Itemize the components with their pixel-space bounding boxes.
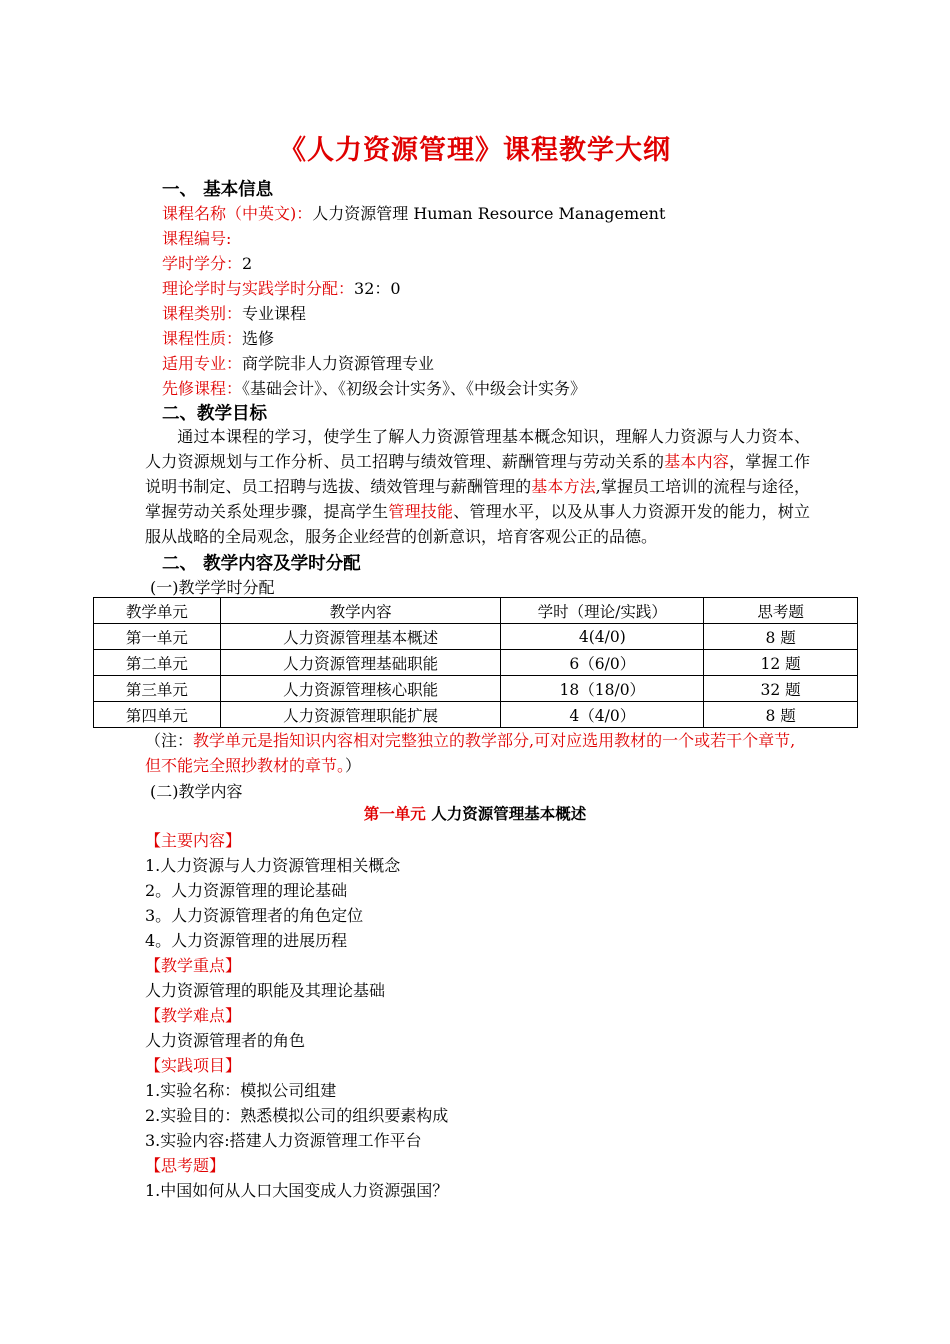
field-label: 课程名称（中英文)： (162, 204, 313, 223)
table-cell: 6（6/0） (501, 650, 704, 676)
table-cell: 8 题 (704, 702, 858, 728)
table-header-row (94, 598, 858, 624)
list-item: 1.实验名称：模拟公司组建 (145, 1081, 337, 1100)
field-value: 32：0 (354, 279, 401, 298)
field-label: 课程性质： (162, 329, 243, 348)
section-objectives-heading: 二、教学目标 (162, 404, 267, 424)
list-item: 4。人力资源管理的进展历程 (145, 931, 348, 950)
difficulty-text: 人力资源管理者的角色 (145, 1031, 306, 1050)
table-cell: 4（4/0） (501, 702, 704, 728)
field-value: 《基础会计》、《初级会计实务》、《中级会计实务》 (242, 379, 587, 398)
table-cell: 8 题 (704, 624, 858, 650)
table-cell: 4(4/0) (501, 624, 704, 650)
table-cell: 第一单元 (94, 624, 221, 650)
highlight-basic-content: 基本内容 (664, 452, 730, 471)
objectives-text-3: ,掌握员工培训的流程与途径，掌握劳动关系处理步骤，提高学生 (145, 477, 810, 521)
unit-name: 人力资源管理基本概述 (425, 805, 587, 823)
field-credits (162, 251, 252, 274)
table-cell: 第二单元 (94, 650, 221, 676)
field-label: 适用专业： (162, 354, 243, 373)
field-label: 先修课程： (162, 379, 243, 398)
table-row (94, 650, 858, 676)
table-cell: 第三单元 (94, 676, 221, 702)
objectives-text-2: ，掌握工作说明书制定、员工招聘与选拔、绩效管理与薪酬管理的 (145, 452, 810, 496)
table-cell: 18（18/0） (501, 676, 704, 702)
main-content-label: 【主要内容】 (145, 831, 242, 850)
list-item: 3。人力资源管理者的角色定位 (145, 906, 364, 925)
field-value: 专业课程 (242, 304, 307, 323)
table-cell: 人力资源管理基本概述 (220, 624, 501, 650)
list-item: 1.人力资源与人力资源管理相关概念 (145, 856, 401, 875)
field-value: 人力资源管理 Human Resource Management (312, 204, 666, 223)
field-prerequisites (162, 376, 586, 399)
field-course-code (162, 226, 231, 249)
unit-number: 第一单元 (363, 805, 426, 823)
table-cell: 第四单元 (94, 702, 221, 728)
table-cell: 人力资源管理基础职能 (220, 650, 501, 676)
list-item: 3.实验内容:搭建人力资源管理工作平台 (145, 1131, 422, 1150)
objectives-paragraph (145, 424, 810, 549)
table-cell: 人力资源管理职能扩展 (220, 702, 501, 728)
field-course-category (162, 301, 306, 324)
table-header-cell: 教学内容 (220, 598, 501, 624)
field-applicable-major (162, 351, 434, 374)
field-hours-allocation (162, 276, 401, 299)
document-title: 《人力资源管理》课程教学大纲 (279, 135, 671, 166)
unit-1-title (0, 802, 950, 824)
hours-allocation-table (93, 597, 858, 728)
field-course-name (162, 201, 665, 224)
note-prefix: （注： (145, 731, 194, 750)
table-header-cell: 思考题 (704, 598, 858, 624)
table-cell: 32 题 (704, 676, 858, 702)
table-row (94, 624, 858, 650)
highlight-basic-methods: 基本方法 (531, 477, 596, 496)
table-cell: 12 题 (704, 650, 858, 676)
table-row (94, 676, 858, 702)
questions-label: 【思考题】 (145, 1156, 226, 1175)
note-text: 教学单元是指知识内容相对完整独立的教学部分,可对应选用教材的一个或若干个章节,但不能完全照抄教材的章节。 (145, 731, 796, 775)
difficulty-label: 【教学难点】 (145, 1006, 242, 1025)
practice-label: 【实践项目】 (145, 1056, 242, 1075)
field-course-nature (162, 326, 274, 349)
list-item: 2。人力资源管理的理论基础 (145, 881, 348, 900)
table-header-cell: 教学单元 (94, 598, 221, 624)
section-basic-info-heading: 一、 基本信息 (162, 180, 274, 200)
table-cell: 人力资源管理核心职能 (220, 676, 501, 702)
field-value: 选修 (242, 329, 275, 348)
focus-text: 人力资源管理的职能及其理论基础 (145, 981, 386, 1000)
field-value: 商学院非人力资源管理专业 (242, 354, 435, 373)
highlight-management-skills: 管理技能 (388, 502, 454, 521)
objectives-text-4: 、管理水平，以及从事人力资源开发的能力，树立服从战略的全局观念，服务企业经营的创新意识，培育客观公正的品德。 (145, 502, 810, 546)
table-note (145, 728, 810, 778)
table-row (94, 702, 858, 728)
field-label: 学时学分： (162, 254, 243, 273)
objectives-text-1: 通过本课程的学习，使学生了解人力资源管理基本概念知识，理解人力资源与人力资本、人力资源规划与工作分析、员工招聘与绩效管理、薪酬管理与劳动关系的 (145, 427, 810, 471)
subsection-hours-allocation: (一)教学学时分配 (150, 578, 275, 597)
section-content-heading: 二、 教学内容及学时分配 (162, 554, 361, 574)
focus-label: 【教学重点】 (145, 956, 242, 975)
field-label: 课程编号: (162, 229, 232, 248)
list-item: 1.中国如何从人口大国变成人力资源强国？ (145, 1181, 449, 1200)
table-header-cell: 学时（理论/实践） (501, 598, 704, 624)
list-item: 2.实验目的：熟悉模拟公司的组织要素构成 (145, 1106, 449, 1125)
field-label: 课程类别： (162, 304, 243, 323)
subsection-teaching-content: (二)教学内容 (150, 782, 243, 801)
note-suffix: ） (345, 756, 362, 775)
field-label: 理论学时与实践学时分配： (162, 279, 355, 298)
field-value: 2 (242, 254, 253, 273)
